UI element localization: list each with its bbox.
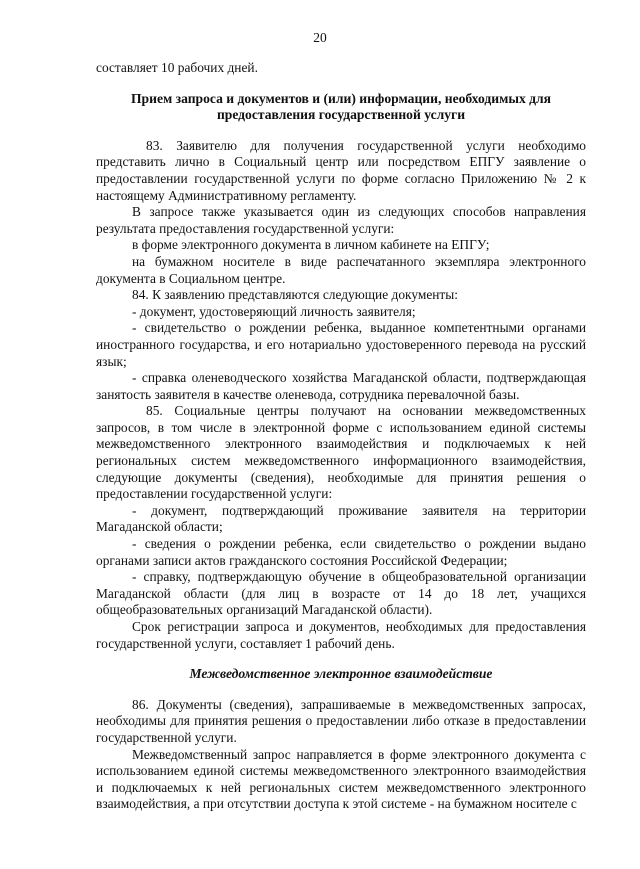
- reception-paragraph: 84. К заявлению представляются следующие документы:: [132, 287, 459, 303]
- reception-paragraph: - справку, подтверждающую обучение в общеобразовательной организации Магаданской области (для лиц в возрасте от 14 до 18 лет, учащихся общеобразовательных организаций Магаданской области).: [96, 569, 586, 618]
- reception-paragraph: - документ, удостоверяющий личность заявителя;: [132, 303, 416, 319]
- reception-paragraph: - свидетельство о рождении ребенка, выданное компетентными органами иностранного государства, и его нотариально удостоверенного перевода на русский язык;: [96, 320, 586, 369]
- interagency-paragraph: 86. Документы (сведения), запрашиваемые в межведомственных запросах, необходимы для принятия решения о предоставлении либо отказе в предоставлении государственной услуги.: [96, 696, 586, 745]
- section-heading-reception: Прием запроса и документов и (или) информации, необходимых для предоставления государственной услуги: [130, 90, 552, 123]
- reception-paragraph: 85. Социальные центры получают на основании межведомственных запросов, в том числе в электронной форме с использованием единой системы межведомственного электронного взаимодействия и подключаемых к ней региональных систем межведомственного информационного взаимодействия, следующие документы (сведения), необходимые для принятия решения о предоставлении государственной услуги:: [96, 403, 586, 502]
- page-number: 20: [313, 30, 327, 45]
- reception-paragraph: 83. Заявителю для получения государственной услуги необходимо представить лично в Социальный центр или посредством ЕПГУ заявление о предоставлении государственной услуги по форме согласно Приложению № 2 к настоящему Административному регламенту.: [96, 137, 586, 203]
- section-interagency-body: [96, 697, 586, 813]
- interagency-paragraph: Межведомственный запрос направляется в форме электронного документа с использованием единой системы межведомственного электронного взаимодействия и подключаемых к ней региональных систем межведомственного электронного взаимодействия, а при отсутствии доступа к этой системе - на бумажном носителе с: [96, 746, 586, 812]
- intro-line: составляет 10 рабочих дней.: [96, 60, 258, 75]
- reception-paragraph: В запросе также указывается один из следующих способов направления результата предоставления государственной услуги:: [96, 204, 586, 236]
- reception-paragraph: в форме электронного документа в личном кабинете на ЕПГУ;: [132, 237, 490, 253]
- reception-paragraph: Срок регистрации запроса и документов, необходимых для предоставления государственной услуги, составляет 1 рабочий день.: [96, 619, 586, 651]
- reception-paragraph: - сведения о рождении ребенка, если свидетельство о рождении выдано органами записи актов гражданского состояния Российской Федерации;: [96, 536, 586, 568]
- reception-paragraph: - документ, подтверждающий проживание заявителя на территории Магаданской области;: [96, 502, 586, 535]
- section-reception-body: [96, 138, 586, 652]
- document-body: [96, 60, 586, 813]
- reception-paragraph: на бумажном носителе в виде распечатанного экземпляра электронного документа в Социальном центре.: [96, 253, 586, 286]
- section-heading-interagency: Межведомственное электронное взаимодействие: [189, 666, 493, 682]
- reception-paragraph: - справка оленеводческого хозяйства Магаданской области, подтверждающая занятость заявителя в качестве оленевода, сотрудника перевалочной базы.: [96, 370, 586, 402]
